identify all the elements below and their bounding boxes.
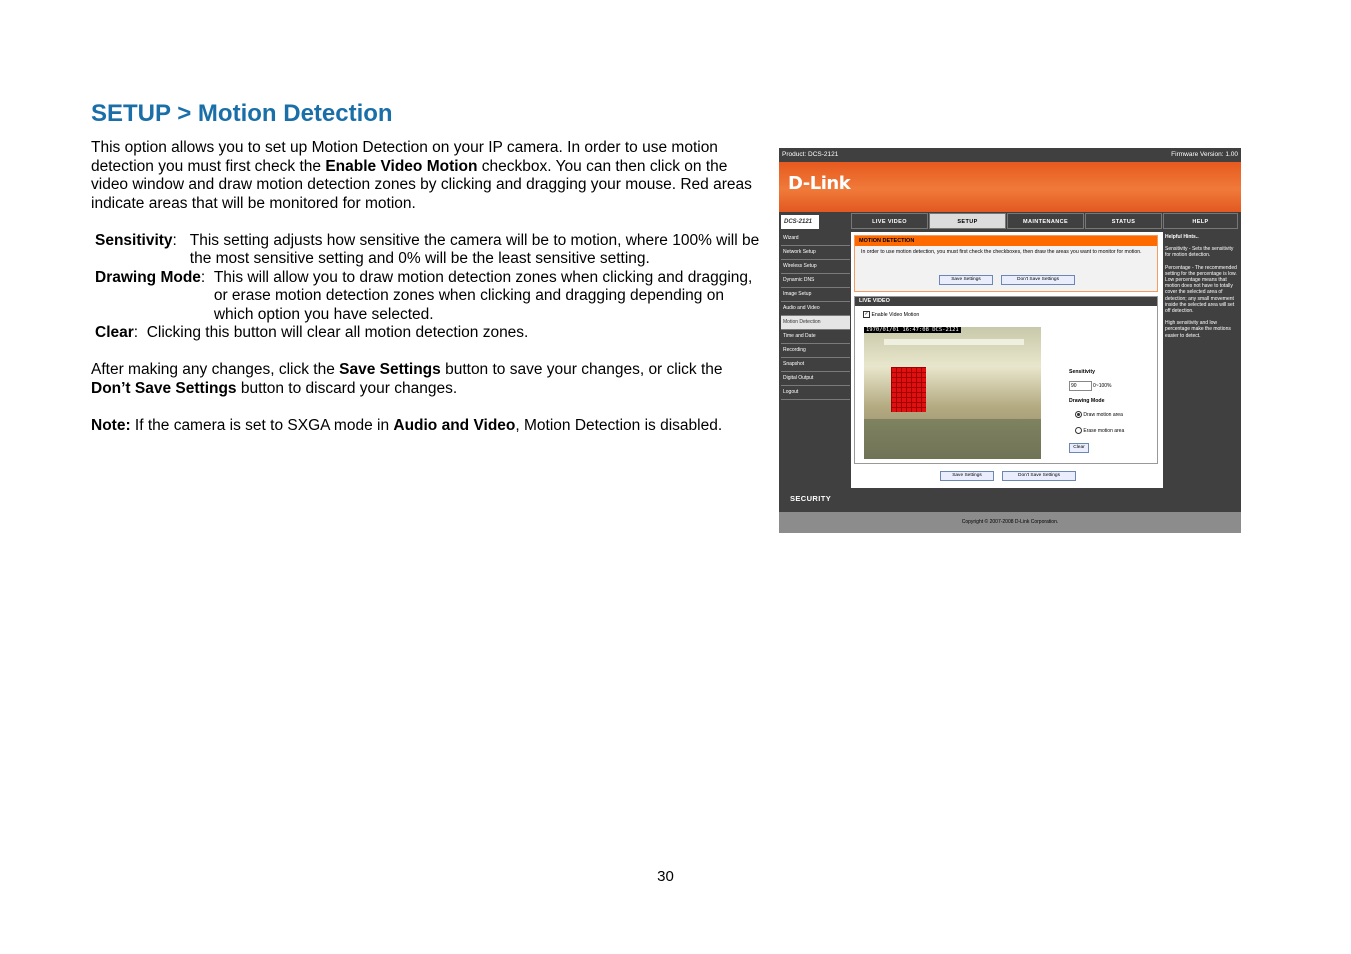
model-label: DCS-2121: [781, 215, 819, 229]
sidebar-item-snapshot[interactable]: Snapshot: [781, 358, 850, 372]
intro-text-2: checkbox. You can then click on the video window and draw motion detection zones by clicking and dragging your mouse. Red areas indicate areas that will be monitored for motion.: [91, 157, 752, 212]
video-timestamp: 1970/01/01 16:47:08 DCS-2121: [866, 327, 959, 333]
help-text-2: Percentage - The recommended setting for the percentage is low. Low percentage means that motion does not have to totally cover the selected area of detection; any small movement inside the selected area will set off detection.: [1165, 264, 1237, 315]
after-text-3: button to discard your changes.: [236, 379, 458, 397]
product-label: Product: DCS-2121: [782, 151, 839, 158]
sidebar-item-logout[interactable]: Logout: [781, 386, 850, 400]
ceiling-lights: [884, 339, 1024, 345]
sensitivity-range: 0~100%: [1093, 383, 1112, 389]
panel-title: MOTION DETECTION: [855, 236, 1157, 246]
help-text-3: High sensitivity and low percentage make the motions easier to detect.: [1165, 320, 1231, 339]
motion-detection-panel: [854, 235, 1158, 292]
after-text: After making any changes, click the: [91, 361, 340, 378]
note-bold: Audio and Video: [393, 416, 516, 434]
enable-video-motion[interactable]: [863, 311, 919, 318]
save-button[interactable]: Save Settings: [939, 275, 993, 285]
definition-separator: :: [200, 268, 214, 286]
definition-drawing-mode: [91, 269, 761, 325]
sidebar-item-dynamic-dns[interactable]: Dynamic DNS: [781, 274, 850, 288]
help-title: Helpful Hints..: [1165, 234, 1199, 240]
erase-label: Erase motion area: [1083, 427, 1125, 434]
definition-sensitivity: [91, 232, 761, 269]
intro-paragraph: [91, 139, 761, 213]
live-video-panel: [854, 296, 1158, 464]
office-floor: [864, 419, 1041, 459]
radio-icon[interactable]: [1075, 427, 1082, 434]
checkbox-icon[interactable]: ✓: [864, 311, 869, 317]
definition-term: Drawing Mode: [95, 268, 201, 286]
page-number: 30: [657, 868, 674, 885]
definition-desc: This setting adjusts how sensitive the camera will be to motion, where 100% will be the most sensitive setting and 0% will be the least sensitive setting.: [189, 231, 760, 267]
sidebar-item-audio-video[interactable]: Audio and Video: [781, 302, 850, 316]
panel-description: In order to use motion detection, you must first check the checkboxes, then draw the areas you want to monitor for motion.: [861, 249, 1142, 255]
save-button-bottom[interactable]: Save Settings: [940, 471, 994, 481]
tab-setup[interactable]: SETUP: [929, 213, 1006, 229]
security-label: SECURITY: [790, 494, 832, 503]
note-text: If the camera is set to SXGA mode in: [130, 416, 394, 434]
clear-button[interactable]: Clear: [1069, 443, 1089, 453]
tab-live-video[interactable]: LIVE VIDEO: [851, 213, 928, 229]
dont-save-button[interactable]: Don't Save Settings: [1001, 275, 1075, 285]
sidebar-item-image-setup[interactable]: Image Setup: [781, 288, 850, 302]
dont-save-button-bottom[interactable]: Don't Save Settings: [1002, 471, 1076, 481]
enable-label: Enable Video Motion: [871, 311, 920, 318]
definition-term: Sensitivity: [95, 231, 173, 249]
draw-label: Draw motion area: [1083, 411, 1123, 418]
intro-text: This option allows you to set up Motion Detection on your IP camera. In order to use motion detection you must first check the: [91, 139, 718, 175]
footer-bar: [779, 488, 1241, 512]
note-text-2: , Motion Detection is disabled.: [515, 416, 723, 434]
product-bar: [779, 148, 1241, 162]
definition-clear: [91, 324, 761, 343]
firmware-label: Firmware Version: 1.00: [1171, 151, 1238, 158]
sidebar-item-time-date[interactable]: Time and Date: [781, 330, 850, 344]
after-paragraph: [91, 361, 761, 398]
camera-ui-screenshot: [779, 148, 1241, 533]
radio-selected-icon[interactable]: [1075, 411, 1082, 418]
definition-desc: This will allow you to draw motion detection zones when clicking and dragging, or erase motion detection zones when clicking and dragging depending on which option you have selected.: [213, 268, 753, 323]
tab-help[interactable]: HELP: [1163, 213, 1238, 229]
intro-bold: Enable Video Motion: [325, 157, 478, 175]
body-text: [91, 139, 761, 435]
motion-zone: [891, 367, 926, 412]
sensitivity-input[interactable]: 90: [1069, 381, 1092, 391]
note-paragraph: [91, 417, 761, 436]
sidebar-item-wizard[interactable]: Wizard: [781, 232, 850, 246]
definition-desc: Clicking this button will clear all motion detection zones.: [146, 324, 529, 341]
copyright: Copyright © 2007-2008 D-Link Corporation.: [779, 512, 1241, 533]
help-panel: [1163, 232, 1241, 488]
definition-separator: :: [172, 231, 190, 249]
sidebar-item-recording[interactable]: Recording: [781, 344, 850, 358]
video-window[interactable]: [864, 327, 1041, 459]
help-text-1: Sensitivity - Sets the sensitivity for motion detection.: [1165, 246, 1234, 259]
sensitivity-label: Sensitivity: [1069, 369, 1095, 375]
sidebar-item-digital-output[interactable]: Digital Output: [781, 372, 850, 386]
top-nav: [779, 212, 1241, 232]
sidebar-item-motion-detection[interactable]: Motion Detection: [781, 316, 850, 330]
draw-motion-option[interactable]: [1075, 411, 1123, 418]
definition-separator: :: [133, 324, 147, 341]
after-bold-2: Don’t Save Settings: [91, 379, 237, 397]
note-label: Note:: [91, 416, 131, 434]
after-bold: Save Settings: [339, 361, 441, 378]
after-text-2: button to save your changes, or click the: [440, 361, 723, 378]
sidebar-item-wireless-setup[interactable]: Wireless Setup: [781, 260, 850, 274]
panel-title: LIVE VIDEO: [855, 297, 1157, 306]
erase-motion-option[interactable]: [1075, 427, 1124, 434]
tab-status[interactable]: STATUS: [1085, 213, 1162, 229]
main-content: [851, 232, 1163, 488]
dlink-logo: D-Link: [788, 173, 851, 194]
page-title: SETUP > Motion Detection: [91, 100, 393, 127]
brand-banner: [779, 162, 1241, 212]
sidebar: [779, 232, 851, 488]
drawing-mode-label: Drawing Mode: [1069, 398, 1105, 404]
sidebar-item-network-setup[interactable]: Network Setup: [781, 246, 850, 260]
definition-term: Clear: [95, 324, 134, 341]
tab-maintenance[interactable]: MAINTENANCE: [1007, 213, 1084, 229]
